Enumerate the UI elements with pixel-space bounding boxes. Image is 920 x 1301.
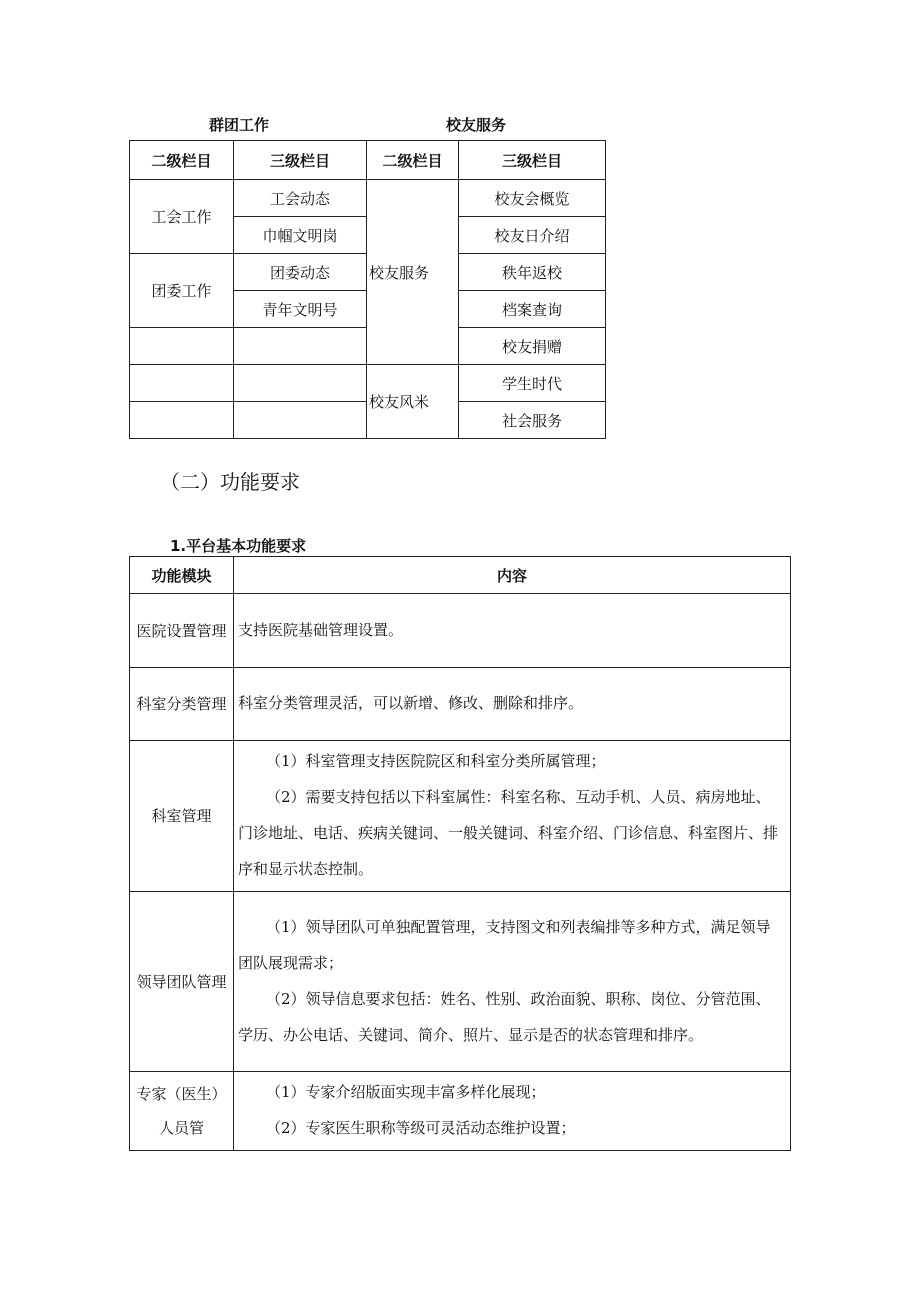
level3-cell: 团委动态: [234, 254, 367, 291]
empty-cell: [234, 365, 367, 402]
level3-cell: 社会服务: [459, 402, 606, 439]
table1-title-right: 校友服务: [446, 116, 507, 134]
empty-cell: [130, 365, 234, 402]
content-cell: [234, 668, 791, 741]
content-paragraph: （1）领导团队可单独配置管理，支持图文和列表编排等多种方式，满足领导团队展现需求；: [238, 917, 771, 972]
level3-cell: 秩年返校: [459, 254, 606, 291]
content-cell: [234, 1072, 791, 1151]
header-cell: 二级栏目: [367, 141, 459, 180]
table-row: [130, 180, 606, 217]
header-cell: 三级栏目: [459, 141, 606, 180]
level3-cell: 学生时代: [459, 365, 606, 402]
column-table: [129, 140, 606, 439]
section-title: （二）功能要求: [160, 470, 300, 494]
content-paragraph: （1）专家介绍版面实现丰富多样化展现；: [266, 1083, 546, 1101]
empty-cell: [130, 328, 234, 365]
table-row: [130, 594, 791, 668]
empty-cell: [234, 402, 367, 439]
table-row: [130, 365, 606, 402]
level3-cell: 校友捐赠: [459, 328, 606, 365]
table-row: [130, 1072, 791, 1151]
content-paragraph: （2）领导信息要求包括：姓名、性别、政治面貌、职称、岗位、分管范围、学历、办公电话、关键词、简介、照片、显示是否的状态管理和排序。: [238, 989, 771, 1044]
table-row: [130, 892, 791, 1072]
content-cell: [234, 892, 791, 1072]
table-header-row: [130, 557, 791, 594]
module-cell: 科室管理: [130, 741, 234, 892]
module-cell: 医院设置管理: [130, 594, 234, 668]
content-paragraph: （2）需要支持包括以下科室属性：科室名称、互动手机、人员、病房地址、门诊地址、电话、疾病关键词、一般关键词、科室介绍、门诊信息、科室图片、排序和显示状态控制。: [238, 788, 779, 878]
level3-cell: 工会动态: [234, 180, 367, 217]
level3-cell: 校友日介绍: [459, 217, 606, 254]
level3-cell: 青年文明号: [234, 291, 367, 328]
table-row: [130, 741, 791, 892]
header-cell: 内容: [234, 557, 791, 594]
module-cell: 领导团队管理: [130, 892, 234, 1072]
empty-cell: [234, 328, 367, 365]
content-cell: [234, 741, 791, 892]
subsection-title: 1.平台基本功能要求: [170, 537, 307, 555]
content-paragraph: （2）专家医生职称等级可灵活动态维护设置；: [266, 1119, 576, 1137]
content-paragraph: 支持医院基础管理设置。: [238, 620, 404, 639]
header-cell: 二级栏目: [130, 141, 234, 180]
level3-cell: 档案查询: [459, 291, 606, 328]
content-paragraph: （1）科室管理支持医院院区和科室分类所属管理；: [266, 752, 606, 770]
header-cell: 功能模块: [130, 557, 234, 594]
function-table: [129, 556, 791, 1151]
level2-cell: 团委工作: [130, 254, 234, 328]
level2-cell: 工会工作: [130, 180, 234, 254]
module-cell: 专家（医生）人员管: [130, 1072, 234, 1151]
table1-title-left: 群团工作: [209, 116, 270, 134]
header-cell: 三级栏目: [234, 141, 367, 180]
empty-cell: [130, 402, 234, 439]
table-row: [130, 668, 791, 741]
level3-cell: 巾帼文明岗: [234, 217, 367, 254]
level2-cell: 校友风米: [367, 365, 459, 439]
level3-cell: 校友会概览: [459, 180, 606, 217]
table-header-row: [130, 141, 606, 180]
content-cell: [234, 594, 791, 668]
content-paragraph: 科室分类管理灵活，可以新增、修改、删除和排序。: [238, 694, 584, 712]
level2-cell: 校友服务: [367, 180, 459, 365]
module-cell: 科室分类管理: [130, 668, 234, 741]
